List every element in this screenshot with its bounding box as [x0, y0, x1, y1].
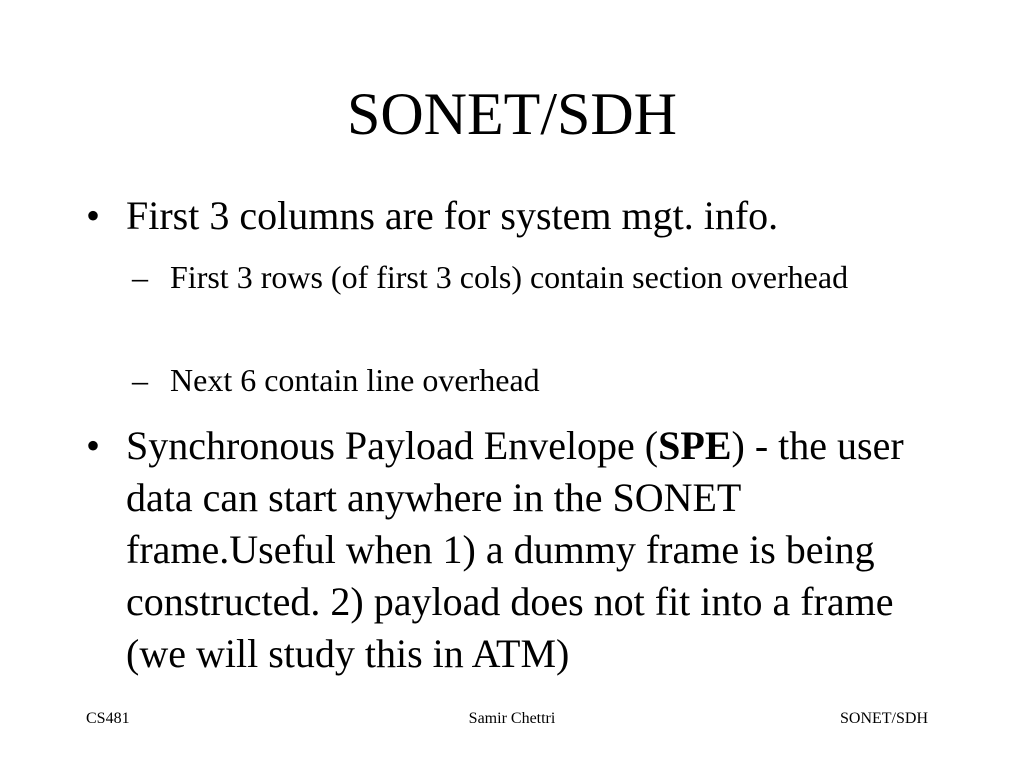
- footer-course: CS481: [86, 710, 130, 727]
- sub-bullet-item: [132, 254, 892, 300]
- sub-bullet-item: [132, 357, 892, 403]
- bullet-text-bold: SPE: [658, 423, 732, 468]
- dash-marker: –: [132, 362, 148, 398]
- bullet-text-after: ) - the user data can start anywhere in the SONET frame.Useful when 1) a dummy frame is being constructed. 2) payload does not fit into a frame (we will study this in ATM): [126, 423, 904, 676]
- footer-topic: SONET/SDH: [839, 710, 928, 727]
- dash-marker: –: [132, 259, 148, 295]
- bullet-item: [86, 420, 946, 680]
- bullet-marker: •: [86, 193, 101, 238]
- slide-title: SONET/SDH: [346, 81, 678, 147]
- sub-bullet-text: First 3 rows (of first 3 cols) contain section overhead: [170, 259, 849, 295]
- bullet-text-before: Synchronous Payload Envelope (: [126, 423, 659, 468]
- bullet-item: [86, 190, 946, 242]
- bullet-marker: •: [86, 423, 101, 468]
- footer-author: Samir Chettri: [468, 710, 556, 727]
- bullet-text: [126, 420, 946, 680]
- sub-bullet-text: Next 6 contain line overhead: [170, 362, 540, 398]
- bullet-text: First 3 columns are for system mgt. info.: [126, 193, 779, 238]
